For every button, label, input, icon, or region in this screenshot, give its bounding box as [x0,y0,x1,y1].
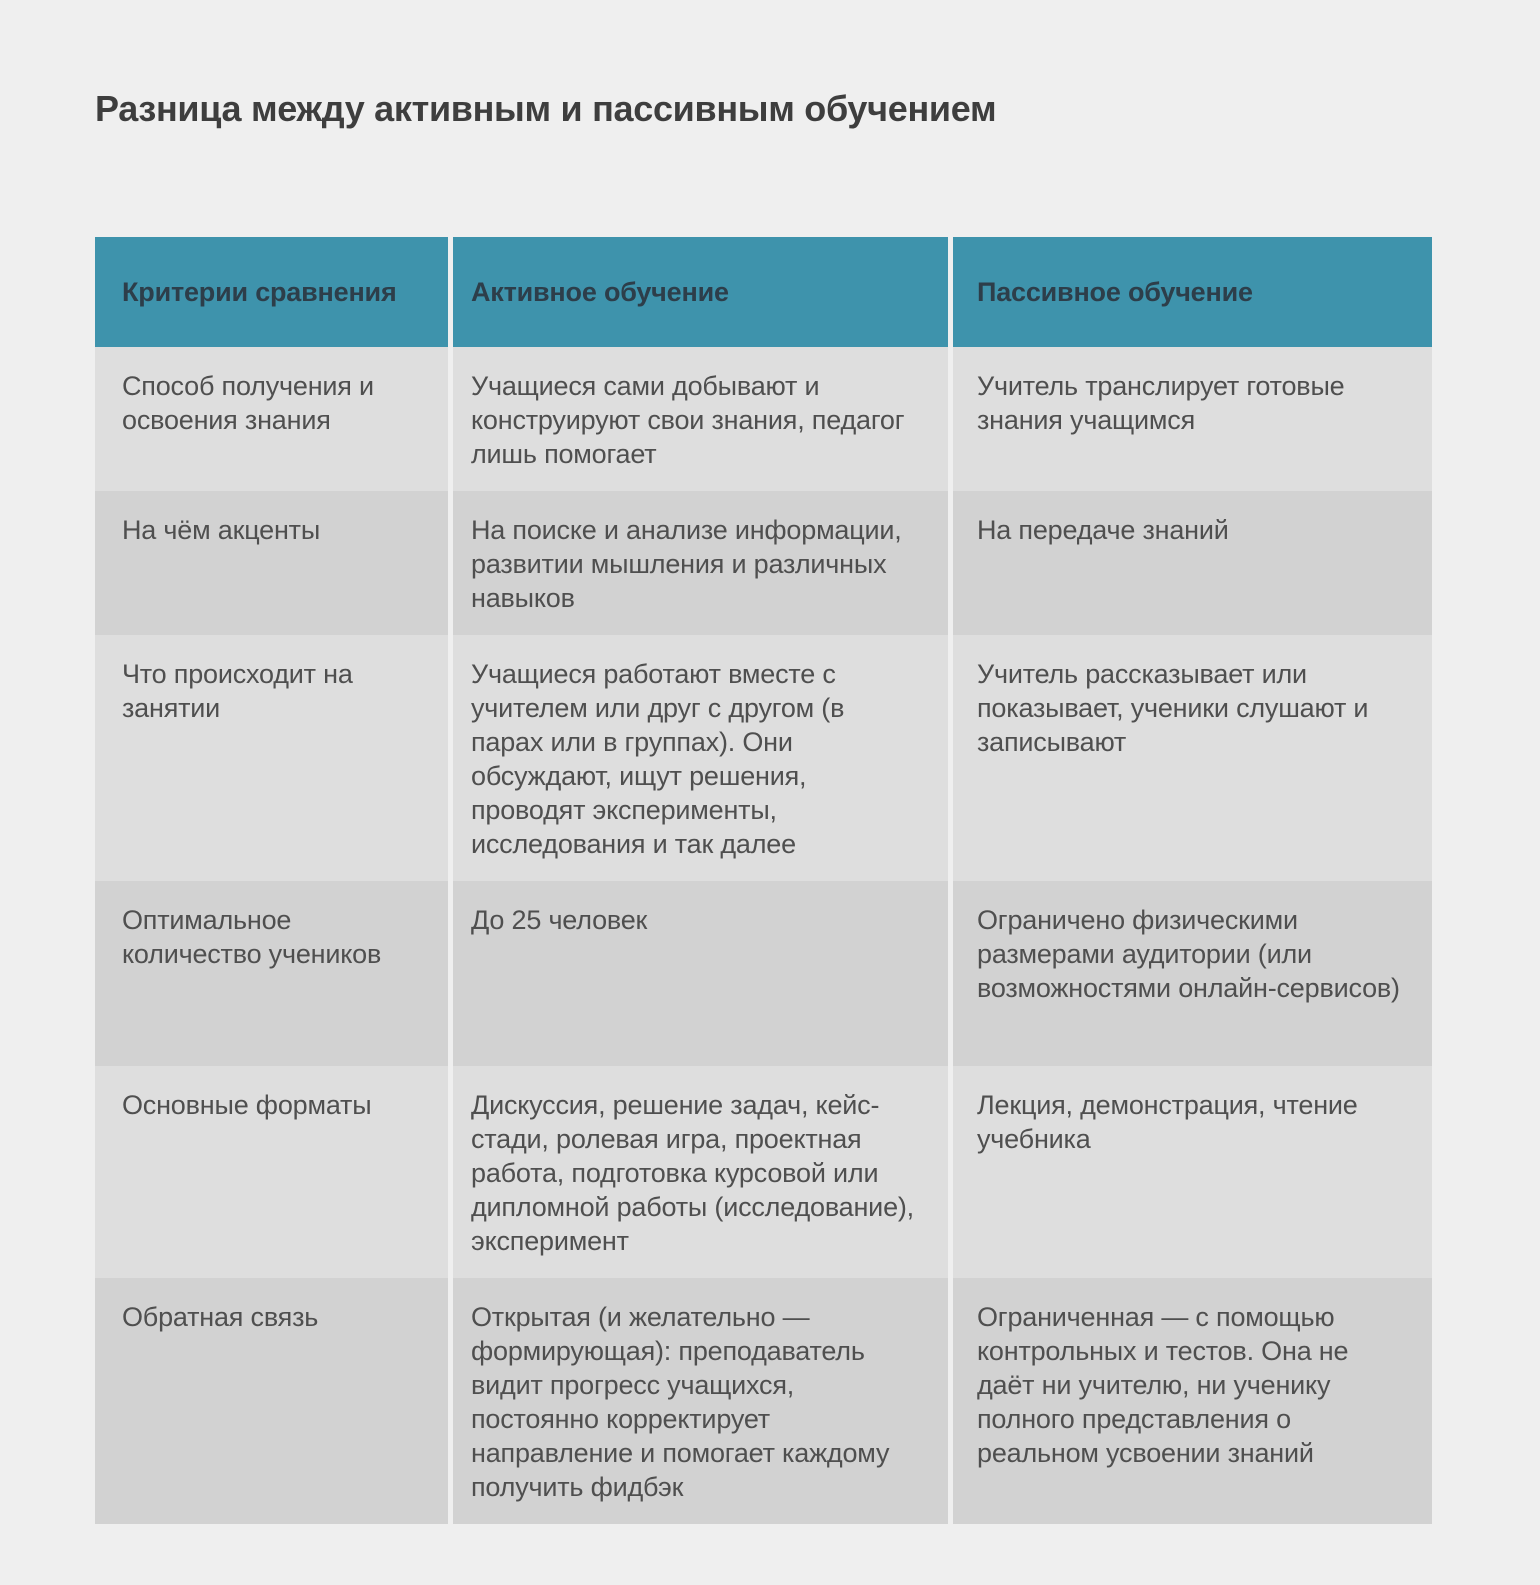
cell-passive: Учитель рассказывает или показывает, ученики слушают и записывают [953,635,1432,881]
cell-passive: Учитель транслирует готовые знания учащимся [953,347,1432,491]
header-cell-passive-learning: Пассивное обучение [953,237,1432,347]
table-row [95,491,1432,635]
cell-criterion: Обратная связь [95,1278,448,1524]
cell-passive: Ограничено физическими размерами аудитории (или возможностями онлайн-сервисов) [953,881,1432,1066]
cell-criterion: Что происходит на занятии [95,635,448,881]
cell-active: Дискуссия, решение задач, кейс-стади, ролевая игра, проектная работа, подготовка курсовой или дипломной работы (исследование), эксперимент [453,1066,948,1278]
cell-passive: На передаче знаний [953,491,1432,635]
table-row [95,1066,1432,1278]
cell-active: Учащиеся работают вместе с учителем или друг с другом (в парах или в группах). Они обсуждают, ищут решения, проводят эксперименты, исследования и так далее [453,635,948,881]
header-cell-criteria: Критерии сравнения [95,237,448,347]
header-cell-active-learning: Активное обучение [453,237,948,347]
cell-criterion: Основные форматы [95,1066,448,1278]
table-row [95,1278,1432,1524]
page-title: Разница между активным и пассивным обучением [95,88,997,129]
cell-active: Открытая (и желательно — формирующая): преподаватель видит прогресс учащихся, постоянно корректирует направление и помогает каждому получить фидбэк [453,1278,948,1524]
table-row [95,347,1432,491]
table-row [95,635,1432,881]
comparison-table [95,237,1432,1524]
cell-active: На поиске и анализе информации, развитии мышления и различных навыков [453,491,948,635]
cell-passive: Ограниченная — с помощью контрольных и тестов. Она не даёт ни учителю, ни ученику полного представления о реальном усвоении знаний [953,1278,1432,1524]
cell-passive: Лекция, демонстрация, чтение учебника [953,1066,1432,1278]
cell-criterion: На чём акценты [95,491,448,635]
cell-criterion: Оптимальное количество учеников [95,881,448,1066]
cell-criterion: Способ получения и освоения знания [95,347,448,491]
cell-active: До 25 человек [453,881,948,1066]
table-row [95,881,1432,1066]
cell-active: Учащиеся сами добывают и конструируют свои знания, педагог лишь помогает [453,347,948,491]
table-header-row [95,237,1432,347]
